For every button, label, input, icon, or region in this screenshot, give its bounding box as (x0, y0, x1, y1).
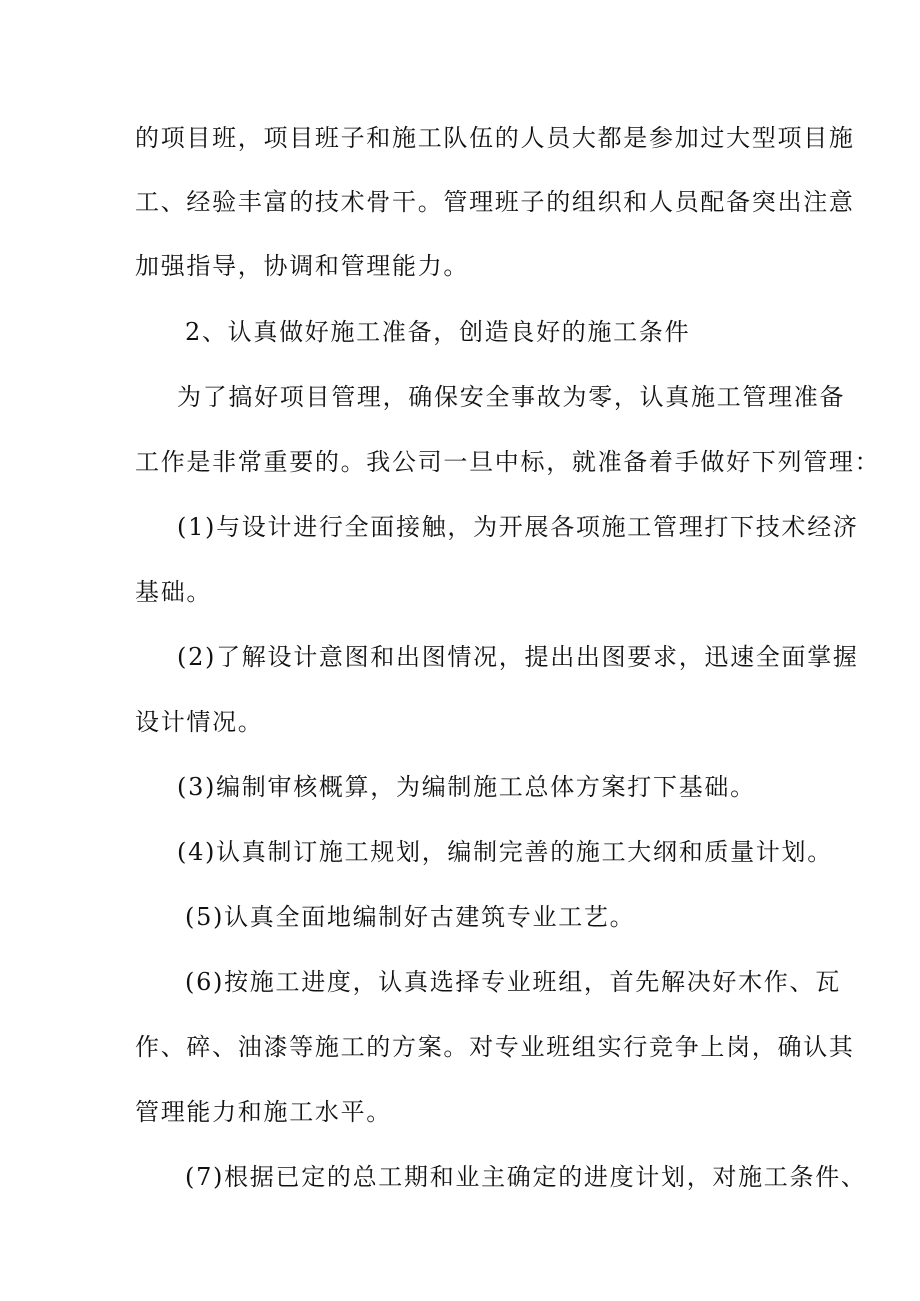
list-item-6-cont-1: 作、碎、油漆等施工的方案。对专业班组实行竞争上岗，确认其 (135, 1033, 855, 1061)
list-item-6-cont-2: 管理能力和施工水平。 (135, 1098, 392, 1126)
list-item-1-cont: 基础。 (135, 578, 213, 606)
text-line-2: 工、经验丰富的技术骨干。管理班子的组织和人员配备突出注意 (135, 188, 855, 216)
list-item-2: (2)了解设计意图和出图情况，提出出图要求，迅速全面掌握 (177, 643, 859, 671)
list-item-4: (4)认真制订施工规划，编制完善的施工大纲和质量计划。 (177, 838, 833, 866)
list-item-5: (5)认真全面地编制好古建筑专业工艺。 (185, 903, 636, 931)
list-item-6: (6)按施工进度，认真选择专业班组，首先解决好木作、瓦 (185, 968, 841, 996)
list-item-3: (3)编制审核概算，为编制施工总体方案打下基础。 (177, 773, 756, 801)
text-line-3: 加强指导，协调和管理能力。 (135, 252, 470, 280)
text-line-6: 工作是非常重要的。我公司一旦中标，就准备着手做好下列管理： (135, 448, 881, 476)
list-item-2-cont: 设计情况。 (135, 708, 264, 736)
text-line-1: 的项目班，项目班子和施工队伍的人员大都是参加过大型项目施 (135, 124, 855, 152)
list-item-1: (1)与设计进行全面接触，为开展各项施工管理打下技术经济 (177, 513, 859, 541)
text-line-5: 为了搞好项目管理，确保安全事故为零，认真施工管理准备 (177, 383, 846, 411)
section-heading: 2、认真做好施工准备，创造良好的施工条件 (185, 318, 691, 346)
list-item-7: (7)根据已定的总工期和业主确定的进度计划，对施工条件、 (185, 1163, 867, 1191)
